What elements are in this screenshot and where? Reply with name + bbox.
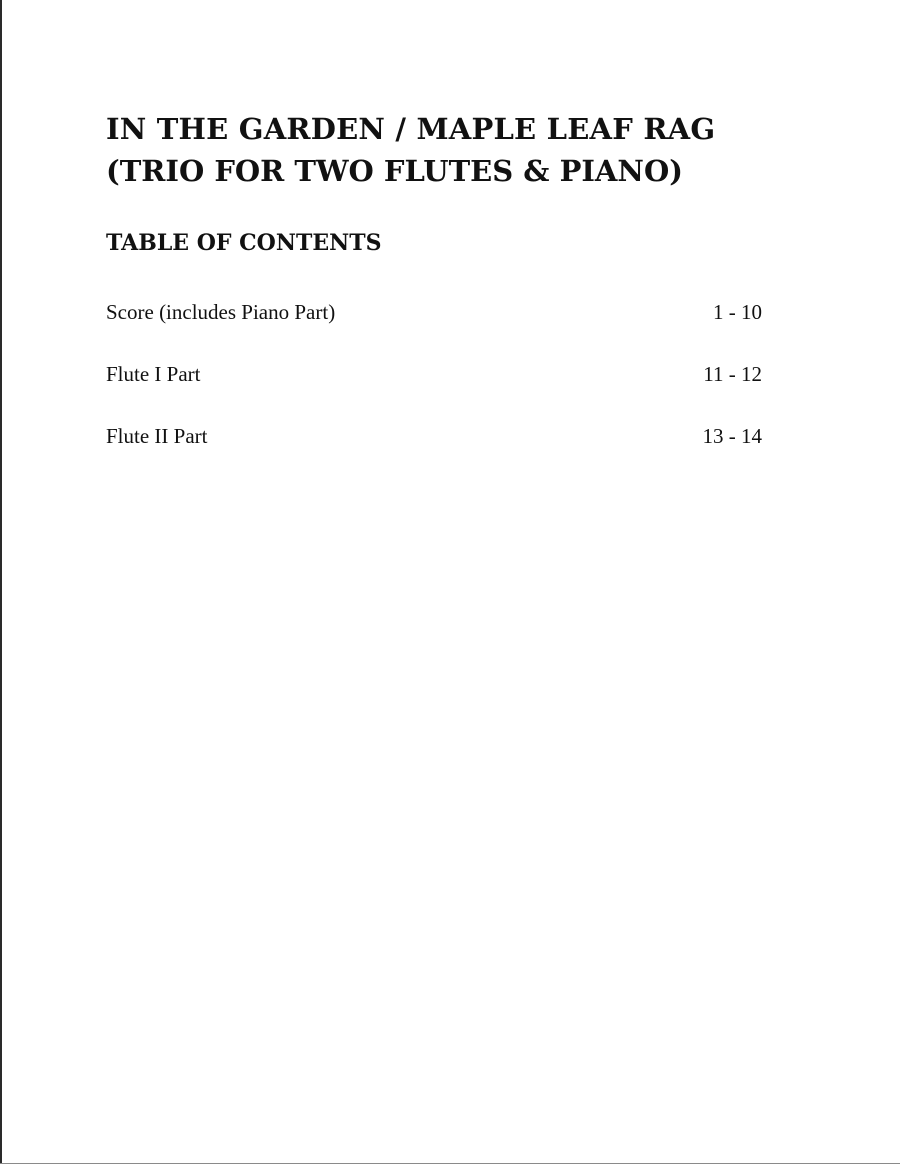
- toc-heading: TABLE OF CONTENTS: [106, 230, 382, 256]
- toc-entry-label: Flute II Part: [106, 424, 208, 448]
- title-line-2: (TRIO FOR TWO FLUTES & PIANO): [106, 154, 683, 188]
- toc-entry-score: [106, 299, 762, 325]
- toc-entry-flute-1: [106, 361, 762, 387]
- toc-entry-label: Score (includes Piano Part): [106, 300, 336, 324]
- toc-entry-flute-2: [106, 423, 762, 449]
- toc-entry-pages: 11 - 12: [703, 362, 762, 386]
- toc-entry-label: Flute I Part: [106, 362, 201, 386]
- title-line-1: IN THE GARDEN / MAPLE LEAF RAG: [106, 112, 716, 146]
- page-left-border: [0, 0, 2, 1164]
- toc-entry-pages: 1 - 10: [713, 300, 762, 324]
- toc-entry-pages: 13 - 14: [702, 424, 762, 448]
